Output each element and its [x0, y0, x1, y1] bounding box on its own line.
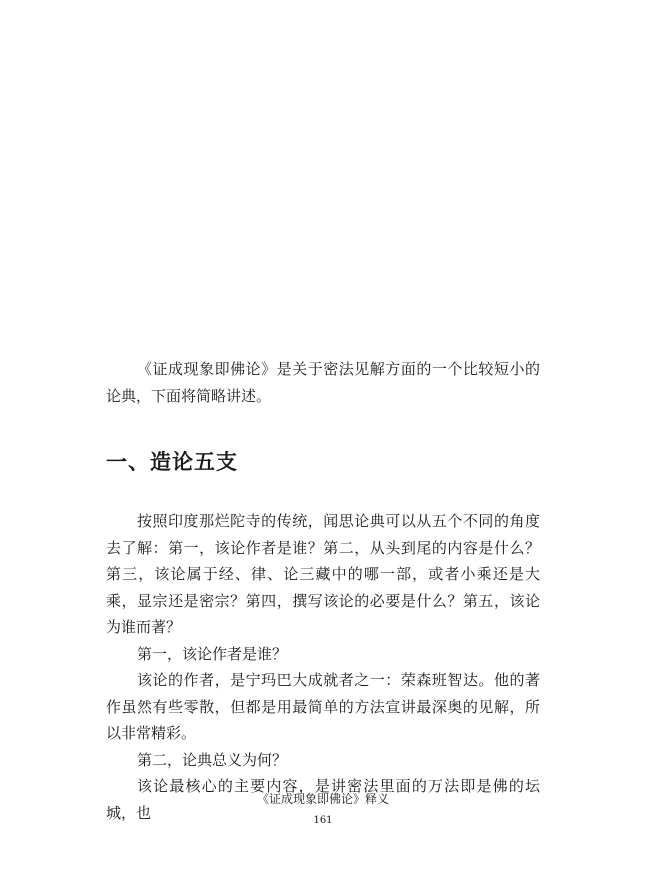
page-number: 161 [313, 815, 333, 826]
intro-paragraph: 《证成现象即佛论》是关于密法见解方面的一个比较短小的论典，下面将简略讲述。 [106, 360, 540, 405]
body-paragraph-5: 该论最核心的主要内容，是讲密法里面的万法即是佛的坛城，也 [106, 777, 540, 822]
body-section [106, 508, 540, 826]
body-paragraph-4: 第二，论典总义为何？ [137, 750, 288, 769]
footer-book-title: 《证成现象即佛论》释义 [256, 792, 389, 806]
body-paragraph-2: 第一，该论作者是谁？ [137, 644, 288, 663]
body-paragraph-1: 按照印度那烂陀寺的传统，闻思论典可以从五个不同的角度去了解：第一，该论作者是谁？第二，从头到尾的内容是什么？第三，该论属于经、律、论三藏中的哪一部，或者小乘还是大乘，显宗还是密宗？第四，撰写该论的必要是什么？第五，该论为谁而著？ [106, 512, 540, 636]
body-paragraph-3: 该论的作者，是宁玛巴大成就者之一：荣森班智达。他的著作虽然有些零散，但都是用最简单的方法宣讲最深奥的见解，所以非常精彩。 [106, 671, 540, 742]
section-heading: 一、造论五支 [106, 449, 238, 474]
intro-section [106, 356, 540, 409]
